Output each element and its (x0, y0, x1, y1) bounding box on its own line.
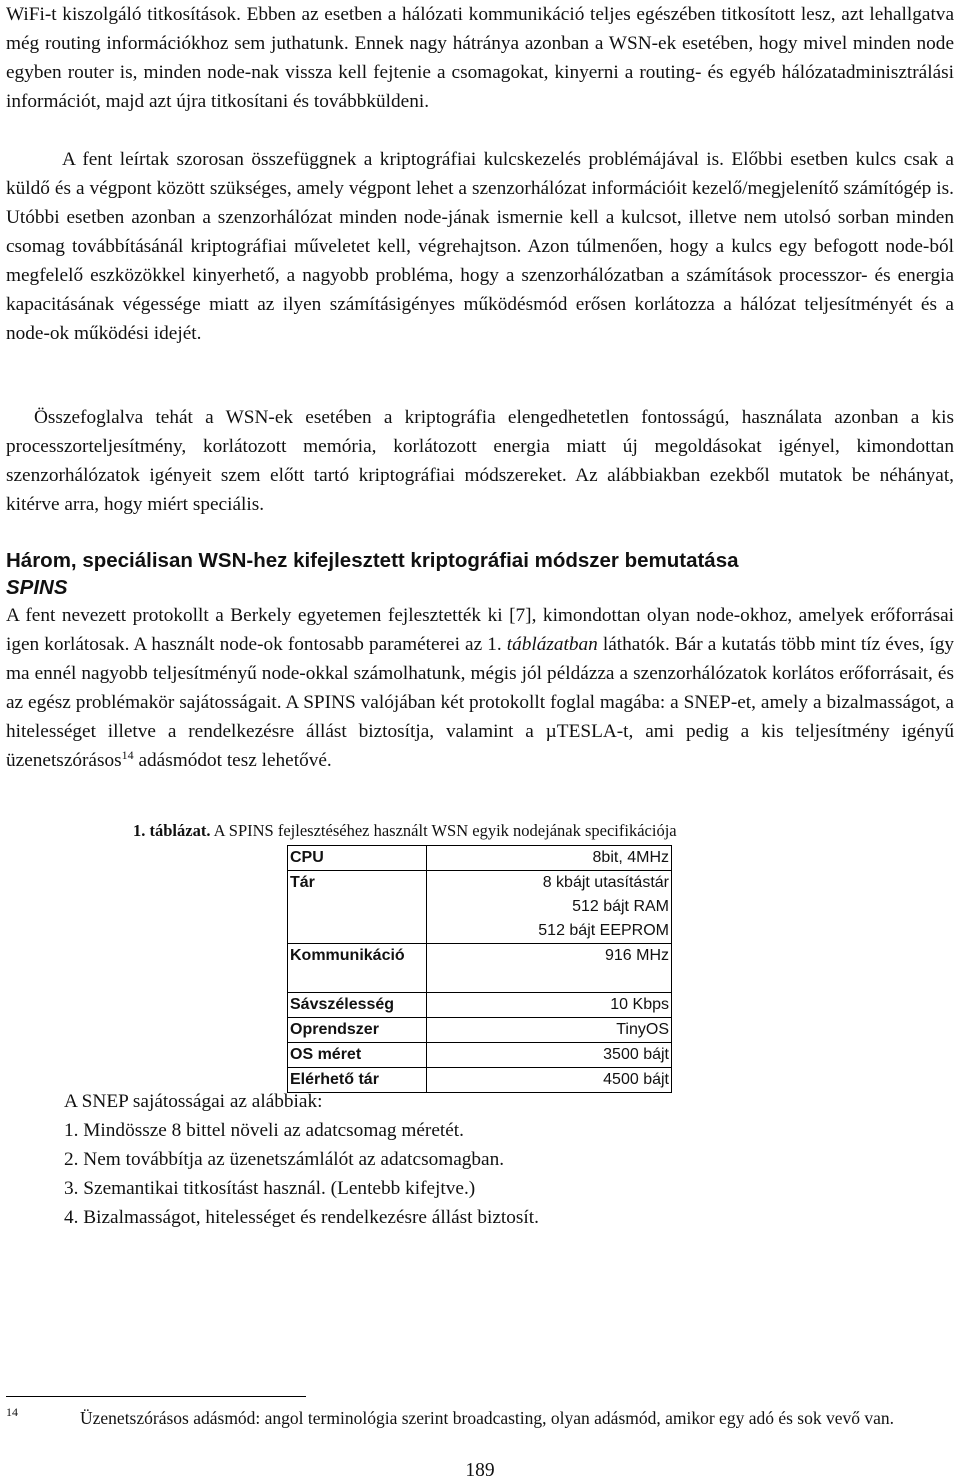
list-item: 4. Bizalmasságot, hitelességet és rendelkezésre állást biztosít. (64, 1207, 539, 1228)
spins-text-part3: adásmódot tesz lehetővé. (133, 750, 332, 771)
table-key-cell: Oprendszer (288, 1018, 427, 1043)
table-value-cell (427, 944, 672, 993)
table-key-cell: OS méret (288, 1043, 427, 1068)
table-row (288, 1043, 672, 1068)
table-value-cell: TinyOS (427, 1018, 672, 1043)
table-value-cell: 3500 bájt (427, 1043, 672, 1068)
table-value-text: 8 kbájt utasítástár (542, 874, 669, 891)
table-caption (133, 819, 677, 843)
table-value-text: 512 bájt EEPROM (538, 922, 669, 939)
table-key-cell: Sávszélesség (288, 993, 427, 1018)
table-key-text: Kommunikáció (290, 947, 405, 964)
spec-table (287, 845, 672, 1093)
footnote-separator (6, 1396, 306, 1397)
table-key-cell (288, 944, 427, 993)
spins-text-part1: A fent nevezett protokollt a Berkely egyetemen fejlesztették ki [7], kimondottan olyan node-okhoz, amelyek erőforrásai igen korlátosak. A használt node-ok fontosabb paraméterei az 1. (6, 605, 954, 655)
table-caption-text: A SPINS fejlesztéséhez használt WSN egyik nodejának specifikációja (210, 821, 677, 840)
page-number: 189 (465, 1460, 495, 1481)
table-key-text (290, 919, 424, 943)
table-row (288, 1068, 672, 1093)
spins-text-part2: láthatók. Bár a kutatás több mint tíz éves, így ma ennél nagyobb teljesítményű node-okkal számolhatunk, mégis jól példázza a szenzorhálózatok korlátos erőforrásait, és az egész problémakör sajátosságait. A SPINS valójában két protokollt foglal magába: a SNEP-et, amely a bizalmasságot, a hitelességet illetve a rendelkezésre állást biztosítja, valamint a µTESLA-t, ami pedig a kis teljesítmény igényű üzenetszórásos (6, 634, 954, 771)
list-item: 2. Nem továbbítja az üzenetszámlálót az adatcsomagban. (64, 1149, 505, 1170)
spins-text-italic: táblázatban (506, 634, 598, 655)
table-value-text: 512 bájt RAM (572, 898, 669, 915)
footnote-number: 14 (6, 1405, 18, 1419)
table-key-text: Tár (290, 874, 315, 891)
table-key-text (290, 895, 424, 919)
paragraph-summary: Összefoglalva tehát a WSN-ek esetében a kriptográfia elengedhetetlen fontosságú, használata azonban a kis processzorteljesítmény, korlátozott memória, korlátozott energia miatt új megoldásokat igényel, kimondottan szenzorhálózatok igényeit szem előtt tartó kriptográfiai módszereket. Az alábbiakban ezekből mutatok be néhányat, kitérve arra, hogy miért speciális. (6, 407, 954, 515)
table-row (288, 871, 672, 944)
table-key-text (290, 968, 424, 992)
section-subheading: SPINS (6, 576, 68, 599)
table-row (288, 1018, 672, 1043)
table-key-cell (288, 871, 427, 944)
table-caption-label: 1. táblázat. (133, 821, 211, 840)
footnote-text: Üzenetszórásos adásmód: angol terminológia szerint broadcasting, olyan adásmód, amikor egy adó és sok vevő van. (80, 1408, 895, 1428)
paragraph-wifi-encryption: WiFi-t kiszolgáló titkosítások. Ebben az esetben a hálózati kommunikáció teljes egészében titkosított lesz, azt lehallgatva még routing információkhoz sem juthatunk. Ennek nagy hátránya azonban a WSN-ek esetében, hogy mivel minden node egyben router is, minden node-nak vissza kell fejtenie a csomagokat, kinyerni a routing- és egyéb hálózatadminisztrálási információt, majd azt újra titkosítani és továbbküldeni. (6, 4, 954, 112)
table-value-text: 916 MHz (604, 947, 669, 964)
table-key-cell: CPU (288, 846, 427, 871)
footnote (6, 1406, 956, 1430)
table-value-cell: 4500 bájt (427, 1068, 672, 1093)
table-value-cell: 10 Kbps (427, 993, 672, 1018)
footnote-reference[interactable]: 14 (121, 748, 134, 762)
paragraph-spins (6, 601, 954, 775)
table-row (288, 846, 672, 871)
table-key-cell: Elérhető tár (288, 1068, 427, 1093)
list-item: 3. Szemantikai titkosítást használ. (Lentebb kifejtve.) (64, 1178, 476, 1199)
table-value-text (429, 968, 669, 992)
table-value-cell: 8bit, 4MHz (427, 846, 672, 871)
list-item: 1. Mindössze 8 bittel növeli az adatcsomag méretét. (64, 1120, 464, 1141)
table-value-cell (427, 871, 672, 944)
section-heading: Három, speciálisan WSN-hez kifejlesztett kriptográfiai módszer bemutatása (6, 549, 739, 572)
table-row (288, 944, 672, 993)
table-row (288, 993, 672, 1018)
snep-feature-list (64, 1116, 539, 1232)
paragraph-key-management: A fent leírtak szorosan összefüggnek a kriptográfiai kulcskezelés problémájával is. Előbbi esetben kulcs csak a küldő és a végpont között szükséges, amely végpont lehet a szenzorhálózat információit kezelő/megjelenítő számítógép is. Utóbbi esetben azonban a szenzorhálózat minden node-jának ismernie kell a kulcsot, illetve nem utolsó sorban minden csomag továbbításánál kriptográfiai műveletet kell, végrehajtson. Azon túlmenően, hogy a kulcs egy befogott node-ból megfelelő eszközökkel kinyerhető, a nagyobb probléma, hogy a szenzorhálózatban a számítások processzor- és energia kapacitásának végessége miatt az ilyen számításigényes működésmód erősen korlátozza a hálózat teljesítményét és a node-ok működési idejét. (6, 149, 954, 344)
list-intro: A SNEP sajátosságai az alábbiak: (64, 1091, 323, 1112)
